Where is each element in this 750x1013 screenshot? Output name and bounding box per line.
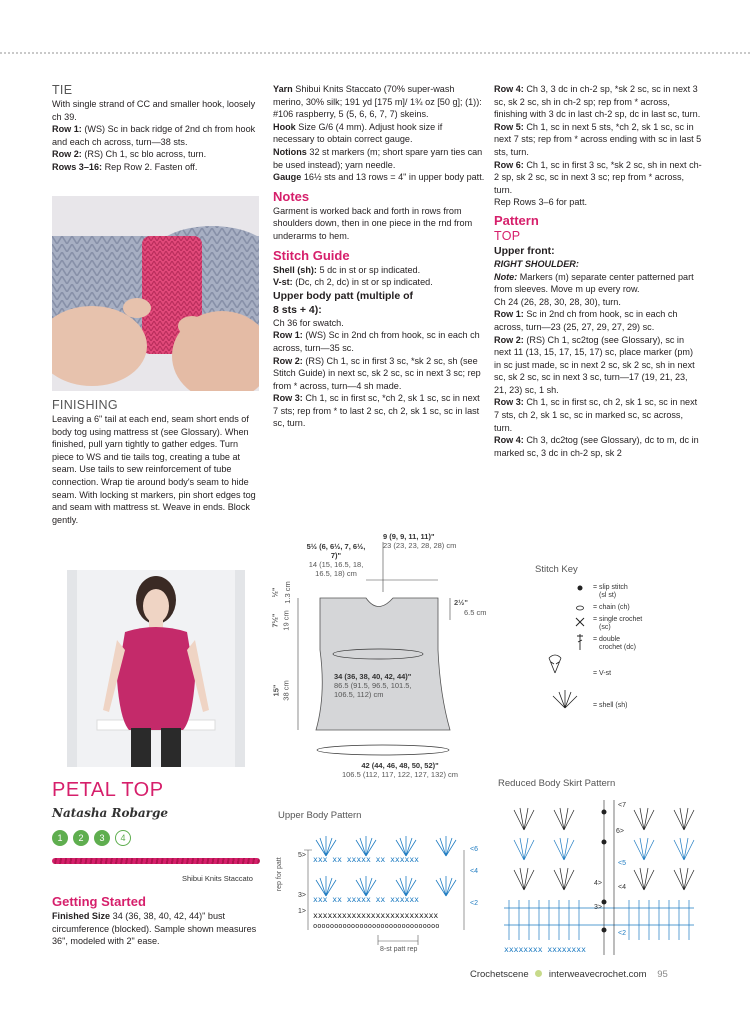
skirt-row-6: 6> xyxy=(616,828,624,835)
upper-body-heading: Upper body patt (multiple of 8 sts + 4): xyxy=(273,289,413,316)
hook-label: Hook xyxy=(273,121,296,132)
tie-heading: TIE xyxy=(52,83,73,97)
sch-shoulder: 5½ (6, 6½, 7, 6½, 7)" xyxy=(306,542,366,560)
sch-side-cm: 6.5 cm xyxy=(464,608,487,617)
row-1-label: 1> xyxy=(298,908,306,915)
materials-section: Yarn Shibui Knits Staccato (70% super-wash merino, 30% silk; 191 yd [175 m]/ 1¾ oz [50 g]; (1)): #106 raspberry, 5 (5, 6, 6, 7, 7) skeins. Hook Size G/6 (4 mm). Adjust hook size if necessary to obtain correct gauge. Notions 32 st markers (m; short spare yarn ties can be used instead); yarn needle. Gauge 16½ sts and 13 rows = 4" in upper body patt. Notes Garment is worked back and forth in rows from shoulders down, then in one piece in the rnd from underarms to hem. Stitch Guide Shell (sh): 5 dc in st or sp indicated. V-st: (Dc, ch 2, dc) in st or sp indicated. Upper body patt (multiple of 8 sts + 4): Ch 36 for swatch. Row 1: (WS) Sc in 2nd ch from hook, sc in each ch across, turn—35 sc. Row 2: (RS) Ch 1, sc in first 3 sc, *sk 2 sc, sh (see Stitch Guide) in next sc, sk 2 sc, sc in next 3 sc; rep from * across, turn—4 sh made. Row 3: Ch 1, sc in first sc, *ch 2, sk 1 sc, sc in next 7 sts; rep from * to last 2 sc, ch 2, sk 1 sc, sc in last sc, turn. xyxy=(273,84,485,429)
skirt-row-4a: 4> xyxy=(594,880,602,887)
sch-top-width: 9 (9, 9, 11, 11)" xyxy=(383,532,435,541)
finishing-section xyxy=(52,398,262,526)
sch-bust-cm: 86.5 (91.5, 96.5, 101.5, 106.5, 112) cm xyxy=(334,681,412,699)
patt-rep-label: 8-st patt rep xyxy=(380,946,418,953)
upper-body-chart xyxy=(268,810,490,960)
row-2-label: <2 xyxy=(470,900,478,907)
skirt-row-3: 3> xyxy=(594,904,602,911)
yarn-swatch xyxy=(52,858,260,864)
svg-text:oooooooooooooooooooooooooooooo: oooooooooooooooooooooooooooooo xyxy=(313,922,440,930)
gauge-text: 16½ sts and 13 rows = 4" in upper body patt. xyxy=(303,172,485,183)
finishing-text: Leaving a 6" tail at each end, seam short ends of body tog using mattress st (see Glossary). When finished, pull yarn tightly to gather edges. Turn piece to WS and tie tails tog, creating a tube at seam. Use tails to sew reinforcement of tube connection. Wrap tie around body's seam to hide seam. With locking st markers, pin short edges tog and seam with mattress st. Weave in ends. Block gently. xyxy=(52,414,256,525)
stitch-key-title: Stitch Key xyxy=(535,564,578,575)
magazine-url[interactable]: interweavecrochet.com xyxy=(548,969,647,980)
pattern-heading: Pattern xyxy=(494,212,539,228)
right-shoulder-heading: RIGHT SHOULDER: xyxy=(494,258,579,269)
reduced-skirt-chart xyxy=(494,778,704,958)
tie-row2: Row 2: (RS) Ch 1, sc blo across, turn. xyxy=(52,149,207,160)
stitch-key xyxy=(535,564,705,724)
yarn-swatch-label: Shibui Knits Staccato xyxy=(182,874,253,883)
reduced-chart-title: Reduced Body Skirt Pattern xyxy=(498,778,616,789)
getting-started xyxy=(52,893,262,948)
upper-front-heading: Upper front: xyxy=(494,244,555,257)
level-badge: 3 xyxy=(94,830,110,846)
sch-hem-cm: 106.5 (112, 117, 122, 127, 132) cm xyxy=(341,770,459,779)
tie-row1: Row 1: (WS) Sc in back ridge of 2nd ch from hook and each ch across, turn—38 sts. xyxy=(52,124,256,147)
row-5-label: 5> xyxy=(298,852,306,859)
pattern-column: Row 4: Ch 3, 3 dc in ch-2 sp, *sk 2 sc, sc in next 3 sc, sk 2 sc, sh in ch-2 sp; rep from * across, finishing with 3 dc in last ch-2 sp, dc in last sc, turn. Row 5: Ch 1, sc in next 5 sts, *ch 2, sk 1 sc, sc in next 7 sts; rep from * across ending with sc in last 5 sts, turn. Row 6: Ch 1, sc in first 3 sc, *sk 2 sc, sh in next ch-2 sp, sk 2 sc, sc in next 3 sc; rep from * across, turn. Rep Rows 3–6 for patt. Pattern TOP Upper front: RIGHT SHOULDER: Note: Markers (m) separate center patterned part from sleeves. Move m up every row. Ch 24 (26, 28, 30, 28, 30), turn. Row 1: Sc in 2nd ch from hook, sc in each ch across, turn—23 (25, 27, 29, 27, 29) sc. Row 2: (RS) Ch 1, sc2tog (see Glossary), sc in next 11 (13, 15, 17, 15, 17) sc, place marker (pm) in sc just made, sc in next 2 sc, sk 2 sc, sh in next sc, sk 2 sc, sc in next 3 sc, turn—17 (19, 21, 23, 21, 23) sc, 1 sh. Row 3: Ch 1, sc in first sc, ch 2, sk 1 sc, sc in next 7 sts, ch 2, sk 1 sc, sc in marked sc, sc across, turn. Row 4: Ch 3, dc2tog (see Glossary), dc to m, dc in marked sc, 3 dc in ch-2 sp, sk 2 xyxy=(494,84,702,458)
skill-levels xyxy=(52,830,131,846)
sch-yoke-cm: 19 cm xyxy=(281,610,291,631)
sch-yoke: 7½" xyxy=(270,613,280,628)
page-number: 95 xyxy=(657,969,668,980)
yarn-text: Shibui Knits Staccato (70% super-wash merino, 30% silk; 191 yd [175 m]/ 1¾ oz [50 g]; (1)): #106 raspberry, 5 (5, 6, 6, 7, 7) skeins. xyxy=(273,84,482,120)
key-chain: = chain (ch) xyxy=(593,604,630,611)
key-double: = double xyxy=(593,636,621,643)
level-badge-outline: 4 xyxy=(115,830,131,846)
finished-size-text: 34 (36, 38, 40, 42, 44)" bust circumference (blocked). Sample shown measures 36", modeled with 2" ease. xyxy=(52,911,257,947)
row-6-label: <6 xyxy=(470,846,478,853)
sch-neck-depth: ½" xyxy=(270,587,280,598)
tie-rows3: Rows 3–16: Rep Row 2. Fasten off. xyxy=(52,161,198,172)
tie-intro: With single strand of CC and smaller hook, loosely ch 39. xyxy=(52,99,256,122)
svg-text:xxxxxxxxxxxxxxxxxxxxxxxxxx: xxxxxxxxxxxxxxxxxxxxxxxxxx xyxy=(313,911,439,920)
svg-text:xxxxxxxx xxxxxxxx: xxxxxxxx xxxxxxxx xyxy=(504,945,586,954)
getting-started-heading: Getting Started xyxy=(52,894,146,909)
model-photo xyxy=(67,570,245,767)
key-single-crochet-sub: (sc) xyxy=(599,624,611,631)
key-vst: = V-st xyxy=(593,670,612,677)
skirt-row-4b: <4 xyxy=(618,884,626,891)
svg-text:xxx xx xxxxx xx xxxxxx: xxx xx xxxxx xx xxxxxx xyxy=(313,895,419,904)
upper-chart-title: Upper Body Pattern xyxy=(278,810,362,821)
sch-neck-depth-cm: 1.3 cm xyxy=(282,581,292,604)
key-slip-stitch-sub: (sl st) xyxy=(599,592,617,599)
notions-label: Notions xyxy=(273,146,307,157)
stitch-guide-heading: Stitch Guide xyxy=(273,247,350,263)
page-footer xyxy=(470,969,668,980)
sch-body: 15" xyxy=(271,684,281,697)
finishing-heading: FINISHING xyxy=(52,398,118,412)
footer-dot-icon xyxy=(535,970,542,977)
svg-text:xxx xx xxxxx xx xxxxxx: xxx xx xxxxx xx xxxxxx xyxy=(313,855,419,864)
key-double-sub: crochet (dc) xyxy=(599,644,636,651)
sch-bust: 34 (36, 38, 40, 42, 44)" xyxy=(334,672,412,681)
sch-top-width-cm: 23 (23, 23, 28, 28) cm xyxy=(383,541,457,550)
top-divider xyxy=(0,52,750,54)
notes-heading: Notes xyxy=(273,188,310,204)
finished-size-label: Finished Size xyxy=(52,911,111,921)
tie-section xyxy=(52,83,260,174)
garment-schematic xyxy=(268,530,490,785)
designer-name: Natasha Robarge xyxy=(52,806,168,820)
hook-text: Size G/6 (4 mm). Adjust hook size if necessary to obtain correct gauge. xyxy=(273,121,443,145)
top-heading: TOP xyxy=(494,228,521,243)
gauge-label: Gauge xyxy=(273,172,302,183)
level-badge: 2 xyxy=(73,830,89,846)
row-4-label: <4 xyxy=(470,868,478,875)
sch-side: 2½" xyxy=(454,598,468,607)
pattern-title: PETAL TOP xyxy=(52,779,164,801)
level-badge: 1 xyxy=(52,830,68,846)
sch-body-cm: 38 cm xyxy=(281,680,291,701)
sch-hem: 42 (44, 46, 48, 50, 52)" xyxy=(361,761,439,770)
pattern-title-block xyxy=(52,778,262,883)
sch-shoulder-cm: 14 (15, 16.5, 18, 16.5, 18) cm xyxy=(308,560,364,578)
notions-text: 32 st markers (m; short spare yarn ties can be used instead); yarn needle. xyxy=(273,146,483,170)
key-shell: = shell (sh) xyxy=(593,702,628,709)
skirt-row-7: <7 xyxy=(618,802,626,809)
skirt-row-5: <5 xyxy=(618,860,626,867)
tie-photo xyxy=(52,196,259,391)
key-single-crochet: = single crochet xyxy=(593,616,643,623)
row-3-label: 3> xyxy=(298,892,306,899)
key-slip-stitch: = slip stitch xyxy=(593,584,628,591)
notes-text: Garment is worked back and forth in rows from shoulders down, then in one piece in the rnd from underarms to hem. xyxy=(273,205,473,241)
yarn-label: Yarn xyxy=(273,84,293,94)
rep-for-patt-label: rep for patt xyxy=(275,857,283,892)
magazine-name: Crochetscene xyxy=(470,969,529,980)
skirt-row-2: <2 xyxy=(618,930,626,937)
